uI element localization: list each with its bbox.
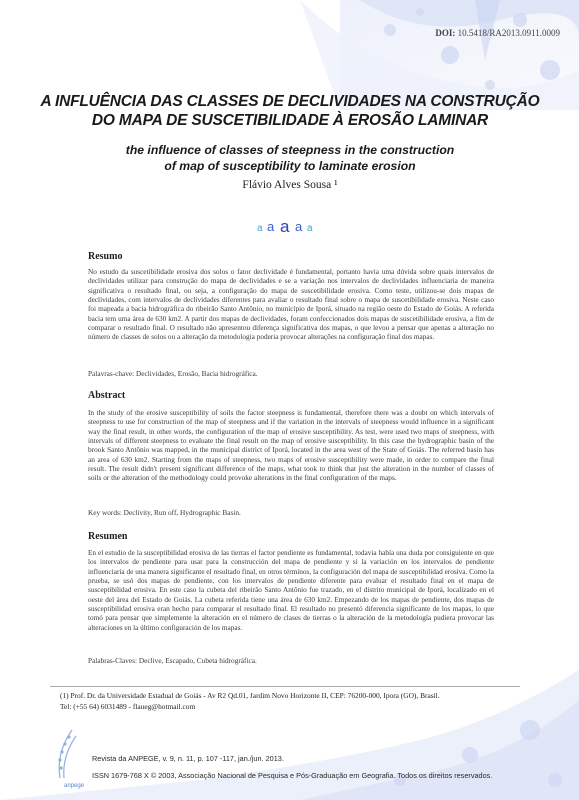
abstract-keywords: [88, 508, 494, 517]
resumo-keywords: [88, 369, 494, 378]
svg-text:a: a: [267, 219, 275, 234]
anpege-logo: [52, 718, 96, 790]
svg-text:a: a: [280, 217, 290, 236]
resumo-heading: Resumo: [88, 251, 123, 262]
svg-text:a: a: [295, 219, 303, 234]
title-english: [60, 142, 520, 174]
anpege-logo-text: anpege: [63, 783, 85, 789]
resumen-keywords-text: : Declive, Escapado, Cubeta hidrográfica.: [135, 656, 257, 665]
doi-label: DOI:: [435, 28, 456, 38]
footnote-divider: [50, 686, 520, 687]
doi-value: 10.5418/RA2013.0911.0009: [457, 28, 560, 38]
resumen-keywords-label: Palabras-Claves: [88, 656, 136, 665]
journal-copyright: ISSN 1679-768 X © 2003, Associação Nacional de Pesquisa e Pós-Graduação em Geografia. Todos os direitos reservados.: [92, 771, 493, 780]
resumo-text: No estudo da suscetibilidade erosiva dos solos o fator declividade é fundamental, portanto havia uma dúvida sobre quais intervalos de declividades utilizar para construção do mapa de declividades e se a variação nos intervalos de declividades influenciaria de maneira significativa o resultado final, ou seja, a configuração do mapa de suscetibilidade erosiva. Como teste, utilizou-se dois mapas de declividades, com intervalos de declividades diferentes para avaliar o resultado final sobre o mapa de suscetibilidade erosiva. Neste caso foi mapeada a bacia hidrográfica do ribeirão Santo Antônio, no município de Iporá, situado na região oeste do Estado de Goiás. A referida bacia tem uma área de 630 km2. A partir dos mapas de declividades, foram confeccionados dois mapas de suscetibilidade erosiva, a fim de comparar o resultado final. O resultado não apresentou diferença significativa dos mapas, o que levou a pensar que apenas a alteração no número de classes de solos ou a alteração da metodologia poderia provocar alterações na configuração final dos mapas.: [88, 268, 494, 342]
author-footnote: [60, 691, 520, 712]
resumen-heading: Resumen: [88, 531, 128, 542]
title-portuguese: A INFLUÊNCIA DAS CLASSES DE DECLIVIDADES NA CONSTRUÇÃO DO MAPA DE SUSCETIBILIDADE À EROSÃO LAMINAR: [40, 93, 540, 129]
svg-text:a: a: [307, 223, 313, 234]
abstract-keywords-text: : Declivity, Run off, Hydrographic Basin.: [119, 508, 241, 517]
title-english-line-1: the influence of classes of steepness in the construction: [125, 143, 455, 157]
author: Flávio Alves Sousa ¹: [242, 179, 338, 191]
doi: [380, 28, 560, 38]
svg-text:a: a: [257, 223, 263, 234]
resumen-keywords: [88, 656, 494, 665]
abstract-keywords-label: Key words: [88, 508, 120, 517]
title-english-line-2: of map of susceptibility to laminate erosion: [164, 159, 416, 173]
footnote-line-2: Tel: (+55 64) 6031489 - flaueg@hotmail.com: [60, 701, 196, 711]
resumo-keywords-text: : Declividades, Erosão, Bacia hidrográfica.: [132, 369, 258, 378]
letter-a-ornament: [255, 213, 325, 237]
journal-citation: Revista da ANPEGE, v. 9, n. 11, p. 107 -117, jan./jun. 2013.: [92, 754, 284, 763]
abstract-heading: Abstract: [88, 390, 126, 401]
resumen-text: En el estudio de la susceptibilidad erosiva de las tierras el factor pendiente es fundamental, todavia había una duda por consiguiente en que los intervalos de pendiente para usar para la construcción del mapa de pendiente y si la variación en los intervalos de pendiente influenciaría de una manera significante el resultado final, en otros términos, la configuración del mapa de susceptibilidad erosiva. Como la prueba, se usó dos mapas de pendiente, con los intervalos de pendiente diferente para evaluar el resultado final en el mapa de susceptibilidad erosiva. En este caso la cubeta del ribeirão Santo Antônio fue trazado, en el distrito municipal de Iporá, localizado en el oeste del área del Estado de Goiás. La cubeta referida tiene una área de 630 km2. Empezando de los mapas de pendiente, dos mapas de susceptibilidad erosiva eran hecho para comparar el resultado final. El resultado no presentó diferencia significante de los mapas, lo que tomó para pensar que simplemente la alteración en el número de clases de tierras o la alteración de la metodología pudiera provocar las alteraciones en la último configuración de los mapas.: [88, 549, 494, 632]
resumo-keywords-label: Palavras-chave: [88, 369, 133, 378]
footnote-line-1: (1) Prof. Dr. da Universidade Estadual de Goiás - Av R2 Qd.01, Jardim Novo Horizonte II, CEP: 76200-000, Ipora (GO), Brasil.: [60, 691, 440, 700]
abstract-text: In the study of the erosive susceptibility of soils the factor steepness is fundamental, therefore there was a doubt on which intervals of steepness to use for construction of the map of steepness and if the variation in the intervals of steepness would influence in a significant way the final result, in other words, the configuration of the map of erosive susceptibility. As test, were used two maps of steepness, with intervals of different steepness to evaluate the final result on the map of erosive susceptibility. In this case the hydrographic basin of the brook Santo Antônio was mapped, in the municipal district of Iporá, located in the area west of the State of Goiás. The referred basin has an area of 630 km2. Starting from the maps of steepness, two maps of erosive susceptibility were made, in order to compare the final result. The result didn't present significant difference of the maps, what took to think that just the alteration in the number of classes of soils or the alteration of the methodology could provoke alterations in the final configuration of the maps.: [88, 408, 494, 483]
